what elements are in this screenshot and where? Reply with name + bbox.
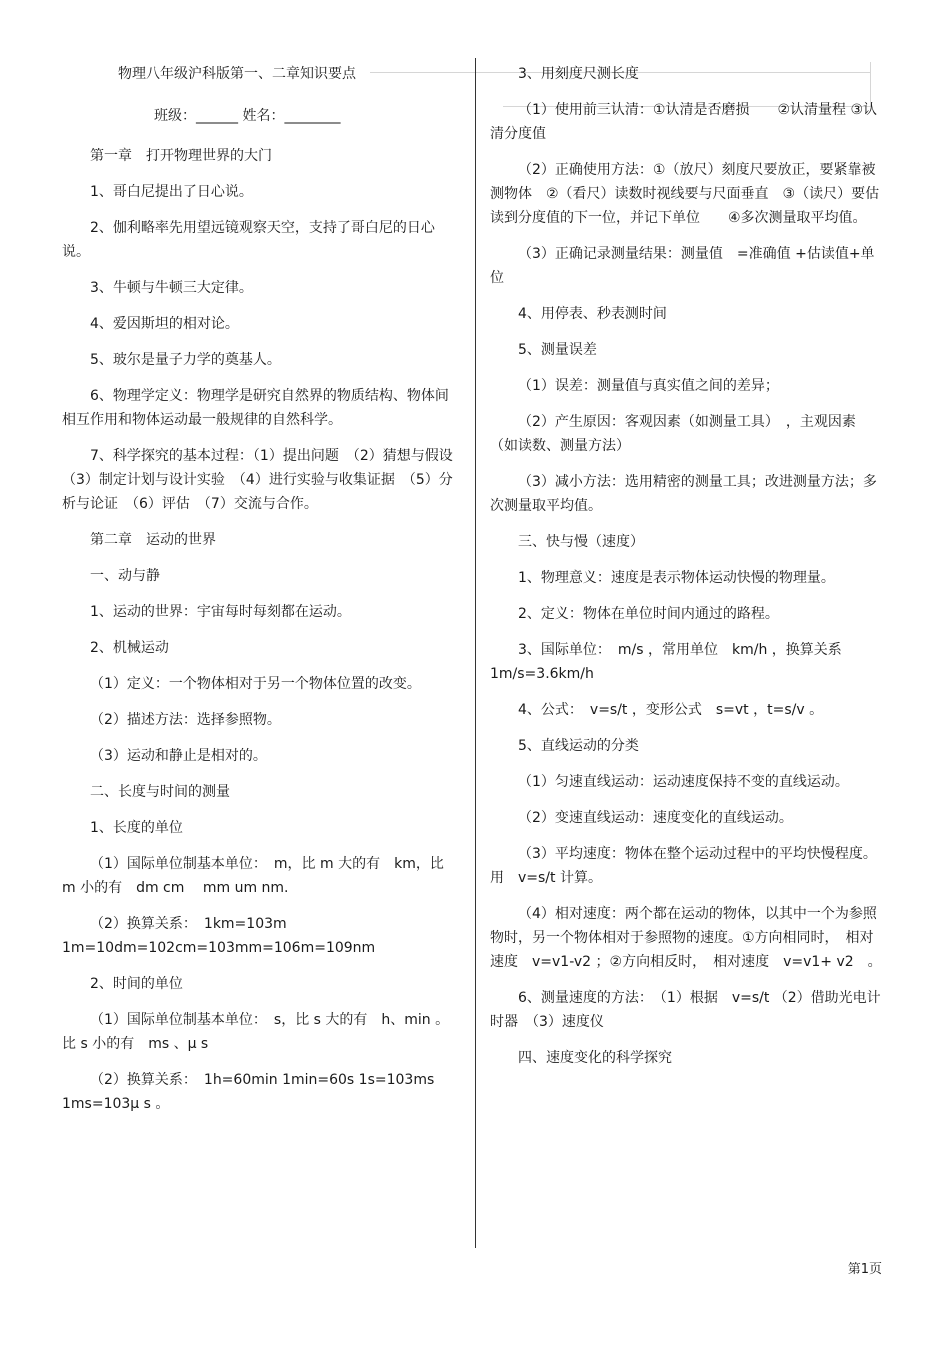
paragraph: （2）产生原因：客观因素（如测量工具） ，主观因素（如读数、测量方法） bbox=[490, 414, 856, 454]
section-heading: 三、快与慢（速度） bbox=[518, 534, 644, 550]
paragraph: （4）相对速度：两个都在运动的物体，以其中一个为参照物时，另一个物体相对于参照物的速度。①方向相同时， 相对速度 v=v1-v2 ；②方向相反时， 相对速度 v=v1+ v2 。 bbox=[490, 906, 882, 970]
paragraph: 3、国际单位： m/s ，常用单位 km/h ，换算关系 1m/s=3.6km/h bbox=[490, 642, 847, 682]
paragraph: （1）使用前三认清：①认清是否磨损 ②认清量程 ③认清分度值 bbox=[490, 102, 878, 142]
paragraph: 5、测量误差 bbox=[518, 342, 597, 358]
paragraph: （1）定义：一个物体相对于另一个物体位置的改变。 bbox=[90, 676, 421, 692]
paragraph: 5、玻尔是量子力学的奠基人。 bbox=[90, 352, 281, 368]
paragraph: 1、长度的单位 bbox=[90, 820, 183, 836]
paragraph: （1）国际单位制基本单位： s，比 s 大的有 h、min 。比 s 小的有 ms 、μ s bbox=[62, 1012, 450, 1052]
paragraph: 1、哥白尼提出了日心说。 bbox=[90, 184, 253, 200]
paragraph: （3）平均速度：物体在整个运动过程中的平均快慢程度。用 v=s/t 计算。 bbox=[490, 846, 877, 886]
paragraph: （2）换算关系： 1h=60min 1min=60s 1s=103ms 1ms=103μ s 。 bbox=[62, 1072, 439, 1112]
section-heading: 二、长度与时间的测量 bbox=[90, 784, 230, 800]
paragraph: （3）减小方法：选用精密的测量工具；改进测量方法；多次测量取平均值。 bbox=[490, 474, 877, 514]
paragraph: （2）换算关系： 1km=103m 1m=10dm=102cm=103mm=106m=109nm bbox=[62, 916, 376, 956]
paragraph: 2、时间的单位 bbox=[90, 976, 183, 992]
paragraph: （1）误差：测量值与真实值之间的差异； bbox=[518, 378, 779, 394]
paragraph: 2、机械运动 bbox=[90, 640, 169, 656]
paragraph: 2、定义：物体在单位时间内通过的路程。 bbox=[518, 606, 779, 622]
paragraph: （2）描述方法：选择参照物。 bbox=[90, 712, 281, 728]
chapter-2-heading: 第二章 运动的世界 bbox=[90, 532, 216, 548]
paragraph: （2）变速直线运动：速度变化的直线运动。 bbox=[518, 810, 793, 826]
column-divider bbox=[475, 58, 476, 1248]
paragraph: 5、直线运动的分类 bbox=[518, 738, 639, 754]
paragraph: （1）匀速直线运动：运动速度保持不变的直线运动。 bbox=[518, 774, 849, 790]
document-title: 物理八年级沪科版第一、二章知识要点 bbox=[118, 66, 356, 82]
section-heading: 一、动与静 bbox=[90, 568, 160, 584]
paragraph: （3）运动和静止是相对的。 bbox=[90, 748, 267, 764]
paragraph: （3）正确记录测量结果：测量值 =准确值 +估读值+单位 bbox=[490, 246, 875, 286]
paragraph: 2、伽利略率先用望远镜观察天空，支持了哥白尼的日心说。 bbox=[62, 220, 435, 260]
paragraph: 4、公式： v=s/t ，变形公式 s=vt ，t=s/v 。 bbox=[518, 702, 824, 718]
paragraph: 3、用刻度尺测长度 bbox=[518, 66, 639, 82]
paragraph: （2）正确使用方法：①（放尺）刻度尺要放正，要紧靠被测物体 ②（看尺）读数时视线要与尺面垂直 ③（读尺）要估读到分度值的下一位，并记下单位 ④多次测量取平均值。 bbox=[490, 162, 880, 226]
paragraph: 1、运动的世界：宇宙每时每刻都在运动。 bbox=[90, 604, 351, 620]
paragraph: 6、物理学定义：物理学是研究自然界的物质结构、物体间相互作用和物体运动最一般规律的自然科学。 bbox=[62, 388, 449, 428]
section-heading: 四、速度变化的科学探究 bbox=[518, 1050, 672, 1066]
paragraph: 1、物理意义：速度是表示物体运动快慢的物理量。 bbox=[518, 570, 835, 586]
right-column bbox=[490, 62, 882, 1082]
paragraph: （1）国际单位制基本单位： m，比 m 大的有 km，比 m 小的有 dm cm mm um nm. bbox=[62, 856, 449, 896]
class-name-line: 班级：______ 姓名：________ bbox=[154, 108, 341, 124]
page-number: 第1页 bbox=[847, 1262, 882, 1277]
left-column bbox=[62, 62, 467, 1128]
paragraph: 3、牛顿与牛顿三大定律。 bbox=[90, 280, 253, 296]
paragraph: 6、测量速度的方法： （1）根据 v=s/t （2）借助光电计时器 （3）速度仪 bbox=[490, 990, 881, 1030]
paragraph: 4、爱因斯坦的相对论。 bbox=[90, 316, 239, 332]
paragraph: 4、用停表、秒表测时间 bbox=[518, 306, 667, 322]
chapter-1-heading: 第一章 打开物理世界的大门 bbox=[90, 148, 272, 164]
paragraph: 7、科学探究的基本过程：（1）提出问题 （2）猜想与假设 （3）制定计划与设计实验 （4）进行实验与收集证据 （5）分析与论证 （6）评估 （7）交流与合作。 bbox=[62, 448, 467, 512]
